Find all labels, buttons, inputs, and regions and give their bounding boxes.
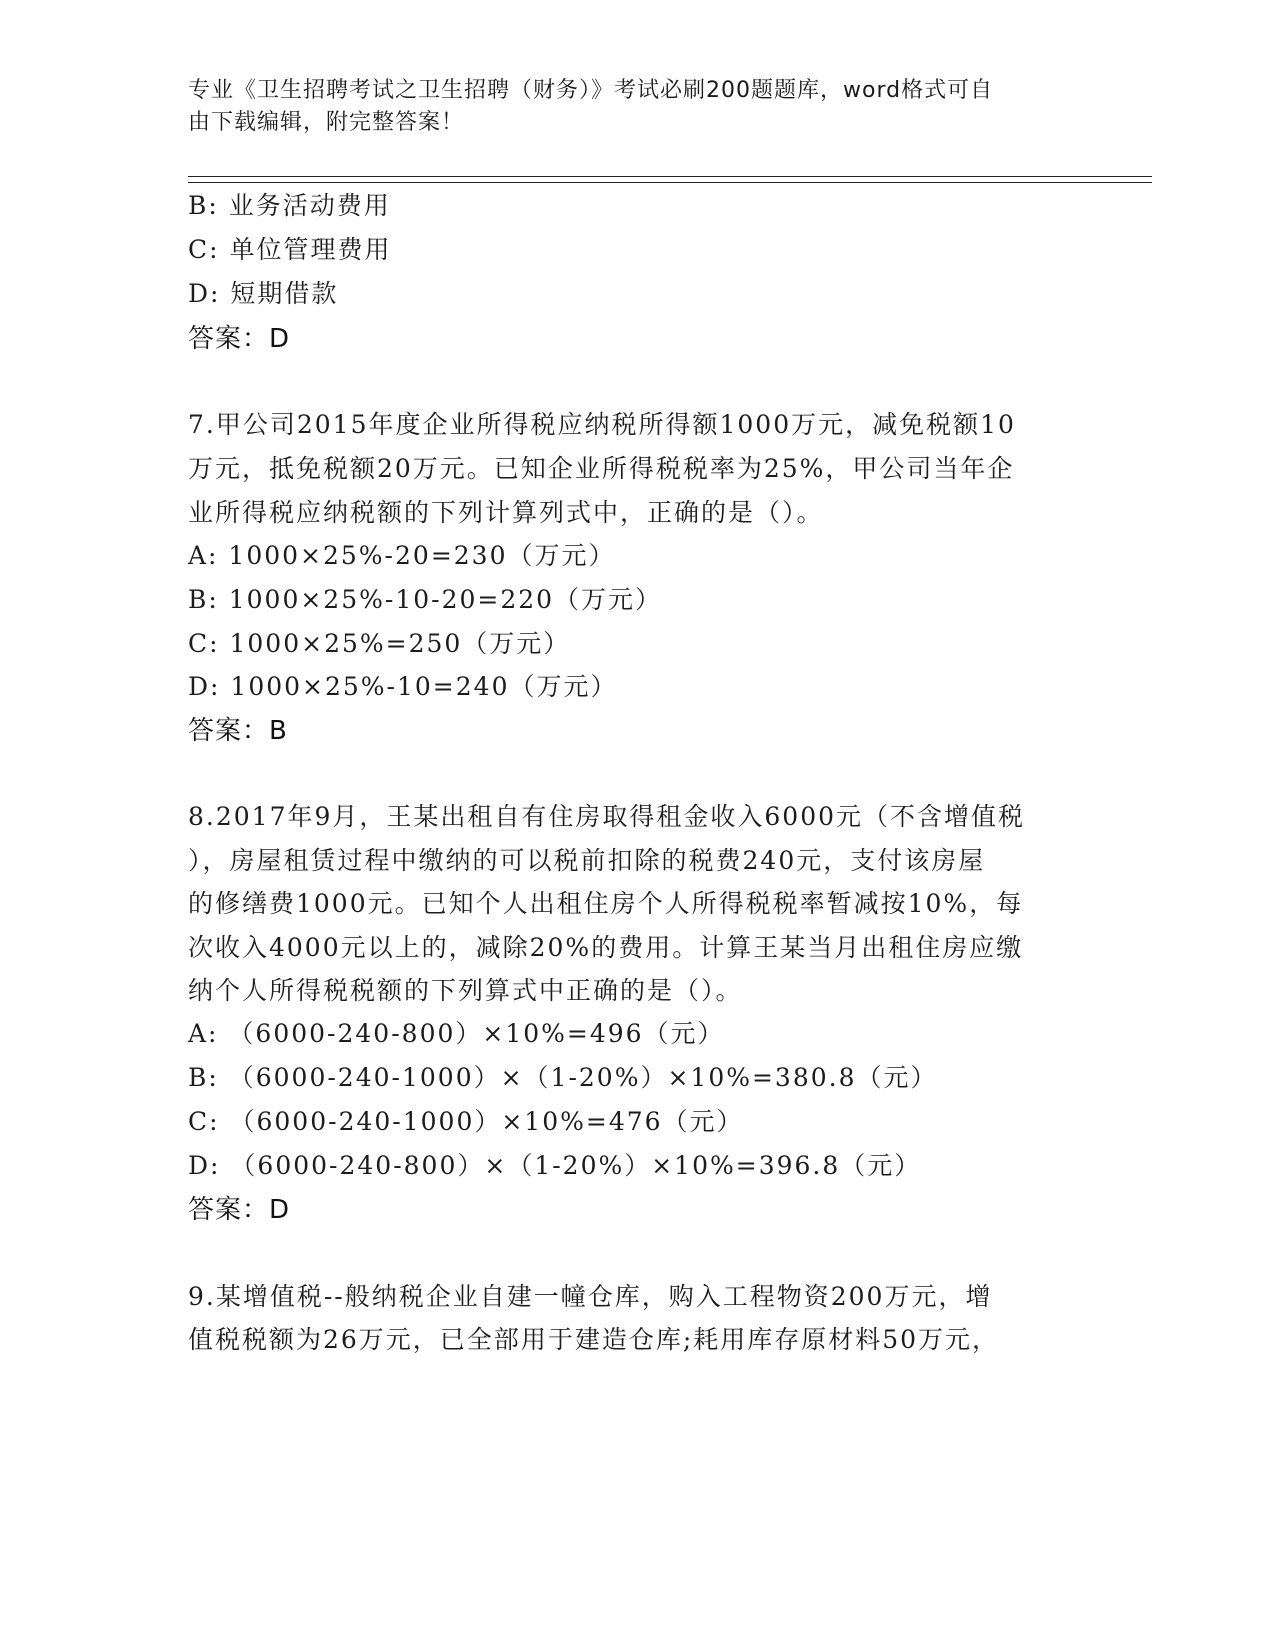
q8-option-b: B: （6000-240-1000）×（1-20%）×10%=380.8（元） [188, 1063, 938, 1092]
q7-option-c: C: 1000×25%=250（万元） [188, 629, 571, 658]
q7-stem-line-3: 业所得税应纳税额的下列计算列式中，正确的是（）。 [188, 498, 824, 527]
q9-stem-line-2: 值税税额为26万元，已全部用于建造仓库;耗用库存原材料50万元， [188, 1325, 1000, 1354]
q9-stem-line-1: 9.某增值税--般纳税企业自建一幢仓库，购入工程物资200万元，增 [188, 1282, 993, 1311]
q6-answer: 答案：D [188, 324, 291, 354]
header-title-line-1: 专业《卫生招聘考试之卫生招聘（财务）》考试必刷200题题库，word格式可自 [188, 78, 994, 103]
q7-option-d: D: 1000×25%-10=240（万元） [188, 672, 618, 701]
header-divider-bottom [188, 182, 1152, 183]
q8-option-c: C: （6000-240-1000）×10%=476（元） [188, 1107, 744, 1136]
q7-option-b: B: 1000×25%-10-20=220（万元） [188, 585, 663, 614]
q8-answer: 答案：D [188, 1195, 291, 1225]
q8-option-d: D: （6000-240-800）×（1-20%）×10%=396.8（元） [188, 1151, 922, 1180]
header-title-line-2: 由下载编辑，附完整答案！ [188, 110, 465, 135]
q7-option-a: A: 1000×25%-20=230（万元） [188, 541, 616, 570]
q7-stem-line-1: 7.甲公司2015年度企业所得税应纳税所得额1000万元，减免税额10 [188, 410, 1016, 439]
q6-option-c: C: 单位管理费用 [188, 235, 392, 264]
q8-stem-line-4: 次收入4000元以上的，减除20%的费用。计算王某当月出租住房应缴 [188, 933, 1024, 962]
q7-stem-line-2: 万元，抵免税额20万元。已知企业所得税税率为25%，甲公司当年企 [188, 454, 1015, 483]
q6-option-b: B: 业务活动费用 [188, 191, 391, 220]
header-divider-top [188, 176, 1152, 177]
page-header [188, 75, 1068, 139]
q6-option-d: D: 短期借款 [188, 279, 339, 308]
q8-stem-line-3: 的修缮费1000元。已知个人出租住房个人所得税税率暂减按10%，每 [188, 889, 1024, 918]
q8-stem-line-1: 8.2017年9月，王某出租自有住房取得租金收入6000元（不含增值税 [188, 802, 1026, 831]
q8-stem-line-5: 纳个人所得税税额的下列算式中正确的是（）。 [188, 976, 743, 1005]
q7-answer: 答案：B [188, 716, 288, 746]
q8-stem-line-2: ），房屋租赁过程中缴纳的可以税前扣除的税费240元，支付该房屋 [188, 846, 986, 875]
q8-option-a: A: （6000-240-800）×10%=496（元） [188, 1019, 725, 1048]
